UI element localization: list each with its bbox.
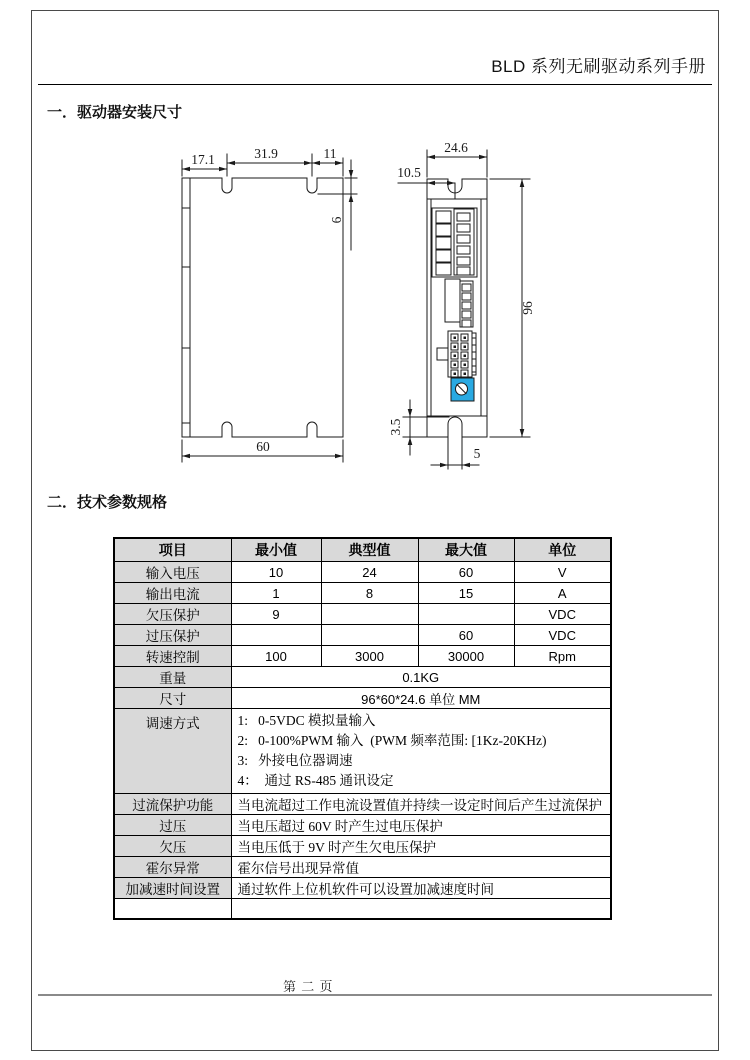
value-cell: 10	[231, 562, 321, 583]
spec-table-body	[114, 538, 611, 919]
value-cell: 60	[418, 625, 514, 646]
table-row	[114, 878, 611, 899]
row-label: 输入电压	[114, 562, 231, 583]
value-cell	[418, 604, 514, 625]
terminal-block	[432, 208, 477, 277]
value-cell: 24	[321, 562, 418, 583]
value-cell	[321, 604, 418, 625]
value-cell: 9	[231, 604, 321, 625]
table-row	[114, 709, 611, 794]
footer-rule	[38, 994, 712, 996]
value-cell: VDC	[514, 625, 611, 646]
dim-label-foot-width: 5	[473, 446, 481, 461]
value-cell: A	[514, 583, 611, 604]
value-cell: VDC	[514, 604, 611, 625]
dim-label-slot-spacing: 31.9	[254, 146, 278, 161]
merged-value-cell: 96*60*24.6 单位 MM	[231, 688, 611, 709]
section-heading-install-dimensions: 一．驱动器安装尺寸	[47, 104, 183, 121]
row-label: 输出电流	[114, 583, 231, 604]
table-row	[114, 836, 611, 857]
table-row	[114, 625, 611, 646]
header-row	[114, 538, 611, 562]
dim-label-foot-offset: 3.5	[388, 418, 403, 436]
speed-mode-line: 3: 外接电位器调速	[237, 753, 353, 768]
description-cell: 当电压超过 60V 时产生过电压保护	[231, 815, 611, 836]
row-label: 过压	[114, 815, 231, 836]
table-row	[114, 562, 611, 583]
value-cell: 15	[418, 583, 514, 604]
value-cell: 1	[231, 583, 321, 604]
value-cell	[231, 625, 321, 646]
value-cell: 3000	[321, 646, 418, 667]
value-cell: 30000	[418, 646, 514, 667]
dim-label-slot1-offset: 17.1	[191, 152, 215, 167]
column-header: 项目	[114, 538, 231, 562]
dim-label-body-height: 96	[520, 301, 535, 315]
value-cell: 60	[418, 562, 514, 583]
row-label: 加减速时间设置	[114, 878, 231, 899]
description-cell: 当电流超过工作电流设置值并持续一设定时间后产生过流保护	[231, 794, 611, 815]
value-cell: V	[514, 562, 611, 583]
dim-label-body-depth: 24.6	[444, 140, 468, 155]
section-heading-tech-specs: 二．技术参数规格	[47, 494, 168, 511]
column-header: 单位	[514, 538, 611, 562]
page-number: 第 二 页	[283, 979, 334, 994]
description-cell: 霍尔信号出现异常值	[231, 857, 611, 878]
installation-drawing	[150, 125, 570, 485]
header-rule	[38, 84, 712, 85]
row-label: 霍尔异常	[114, 857, 231, 878]
speed-mode-line: 4： 通过 RS-485 通讯设定	[237, 773, 394, 788]
merged-value-cell: 0.1KG	[231, 667, 611, 688]
front-view-drawing	[182, 154, 357, 462]
table-row	[114, 794, 611, 815]
table-row	[114, 583, 611, 604]
speed-mode-line: 1: 0-5VDC 模拟量输入	[237, 713, 376, 728]
value-cell: 8	[321, 583, 418, 604]
document-title: BLD 系列无刷驱动系列手册	[491, 57, 706, 76]
table-row	[114, 857, 611, 878]
table-row	[114, 688, 611, 709]
row-label: 尺寸	[114, 688, 231, 709]
middle-connector	[445, 279, 473, 327]
row-label: 欠压保护	[114, 604, 231, 625]
row-label: 转速控制	[114, 646, 231, 667]
table-row	[114, 899, 611, 920]
dim-label-slot-depth: 6	[329, 216, 344, 224]
pin-header	[437, 331, 476, 377]
value-cell	[321, 625, 418, 646]
potentiometer	[451, 378, 474, 401]
row-label: 欠压	[114, 836, 231, 857]
speed-mode-cell	[231, 709, 611, 794]
row-label	[114, 899, 231, 920]
table-row	[114, 667, 611, 688]
row-label: 重量	[114, 667, 231, 688]
row-label: 过流保护功能	[114, 794, 231, 815]
spec-table	[113, 537, 612, 920]
dim-label-slot2-edge: 11	[323, 146, 337, 161]
description-cell: 当电压低于 9V 时产生欠电压保护	[231, 836, 611, 857]
column-header: 最大值	[418, 538, 514, 562]
description-cell: 通过软件上位机软件可以设置加减速度时间	[231, 878, 611, 899]
description-cell	[231, 899, 611, 920]
value-cell: Rpm	[514, 646, 611, 667]
side-view-drawing	[398, 150, 530, 469]
dim-label-body-width: 60	[256, 439, 270, 454]
row-label: 调速方式	[114, 709, 231, 794]
mounting-tab	[448, 417, 462, 469]
table-row	[114, 604, 611, 625]
table-row	[114, 815, 611, 836]
column-header: 最小值	[231, 538, 321, 562]
row-label: 过压保护	[114, 625, 231, 646]
table-row	[114, 646, 611, 667]
speed-mode-line: 2: 0-100%PWM 输入 (PWM 频率范围: [1Kz-20KHz)	[237, 733, 547, 748]
column-header: 典型值	[321, 538, 418, 562]
value-cell: 100	[231, 646, 321, 667]
dim-label-notch-offset: 10.5	[397, 165, 421, 180]
